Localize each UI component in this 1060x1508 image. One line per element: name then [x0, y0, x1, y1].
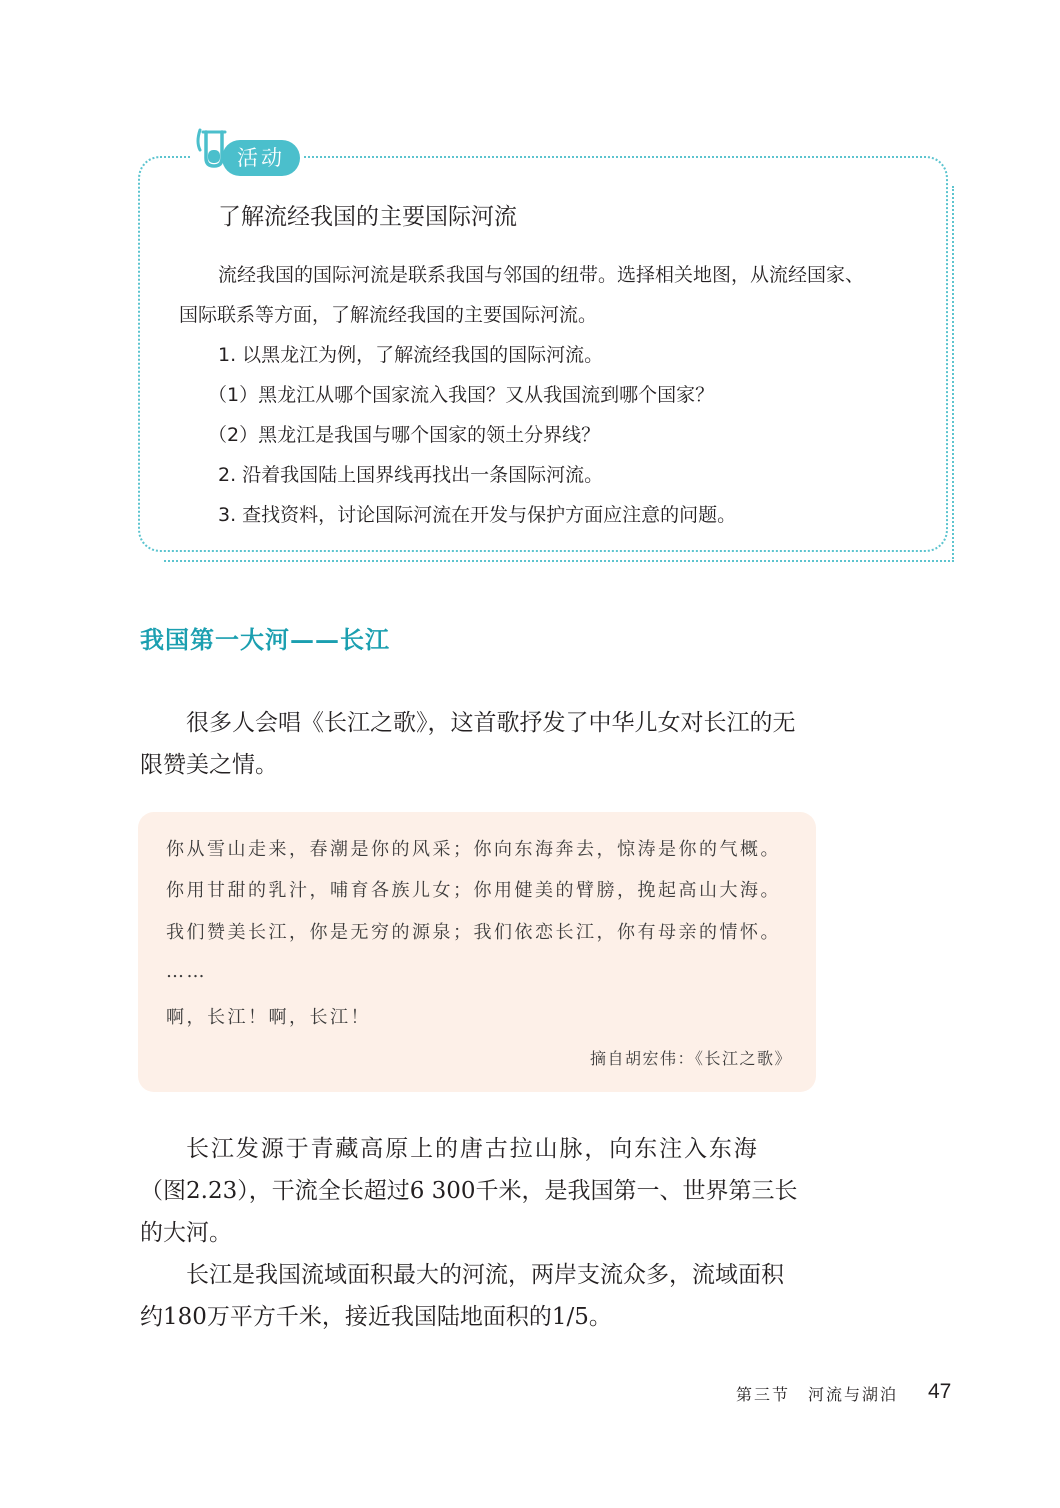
section-heading: 我国第一大河——长江: [140, 625, 390, 654]
activity-title: 了解流经我国的主要国际河流: [218, 204, 517, 230]
lyric-ellipsis: ……: [166, 961, 207, 982]
lyric-line-1: 你从雪山走来，春潮是你的风采；你向东海奔去，惊涛是你的气概。: [166, 839, 781, 860]
paragraph-2-line-1: 长江发源于青藏高原上的唐古拉山脉，向东注入东海: [186, 1136, 759, 1162]
lyric-line-5: 啊，长江！啊，长江！: [166, 1007, 371, 1028]
paragraph-1-line-2: 限赞美之情。: [140, 752, 278, 778]
activity-item-1-1: （1）黑龙江从哪个国家流入我国？又从我国流到哪个国家？: [208, 384, 715, 406]
lyrics-source: 摘自胡宏伟：《长江之歌》: [590, 1049, 793, 1068]
activity-intro-line-2: 国际联系等方面，了解流经我国的主要国际河流。: [179, 304, 598, 326]
page-number: 47: [928, 1380, 952, 1403]
paragraph-1-line-1: 很多人会唱《长江之歌》，这首歌抒发了中华儿女对长江的无: [186, 710, 796, 736]
paragraph-3-line-1: 长江是我国流域面积最大的河流，两岸支流众多，流域面积: [186, 1262, 784, 1288]
test-tube-icon: [192, 124, 232, 172]
activity-item-1: 1. 以黑龙江为例，了解流经我国的国际河流。: [218, 344, 604, 366]
activity-intro-line-1: 流经我国的国际河流是联系我国与邻国的纽带。选择相关地图，从流经国家、: [218, 264, 865, 286]
paragraph-2-line-3: 的大河。: [140, 1220, 232, 1246]
paragraph-2-line-2: （图2.23），干流全长超过6 300千米，是我国第一、世界第三长: [140, 1178, 798, 1204]
activity-box-shadow-right: [952, 186, 954, 562]
footer-section-label: 第三节 河流与湖泊: [736, 1385, 899, 1404]
activity-badge: 活动: [222, 140, 300, 176]
lyric-line-3: 我们赞美长江，你是无穷的源泉；我们依恋长江，你有母亲的情怀。: [166, 922, 781, 943]
lyric-line-2: 你用甘甜的乳汁，哺育各族儿女；你用健美的臂膀，挽起高山大海。: [166, 880, 781, 901]
activity-item-3: 3. 查找资料，讨论国际河流在开发与保护方面应注意的问题。: [218, 504, 737, 526]
activity-item-2: 2. 沿着我国陆上国界线再找出一条国际河流。: [218, 464, 604, 486]
paragraph-3-line-2: 约180万平方千米，接近我国陆地面积的1/5。: [140, 1304, 612, 1330]
activity-box-shadow-bottom: [164, 560, 954, 562]
activity-item-1-2: （2）黑龙江是我国与哪个国家的领土分界线？: [208, 424, 601, 446]
